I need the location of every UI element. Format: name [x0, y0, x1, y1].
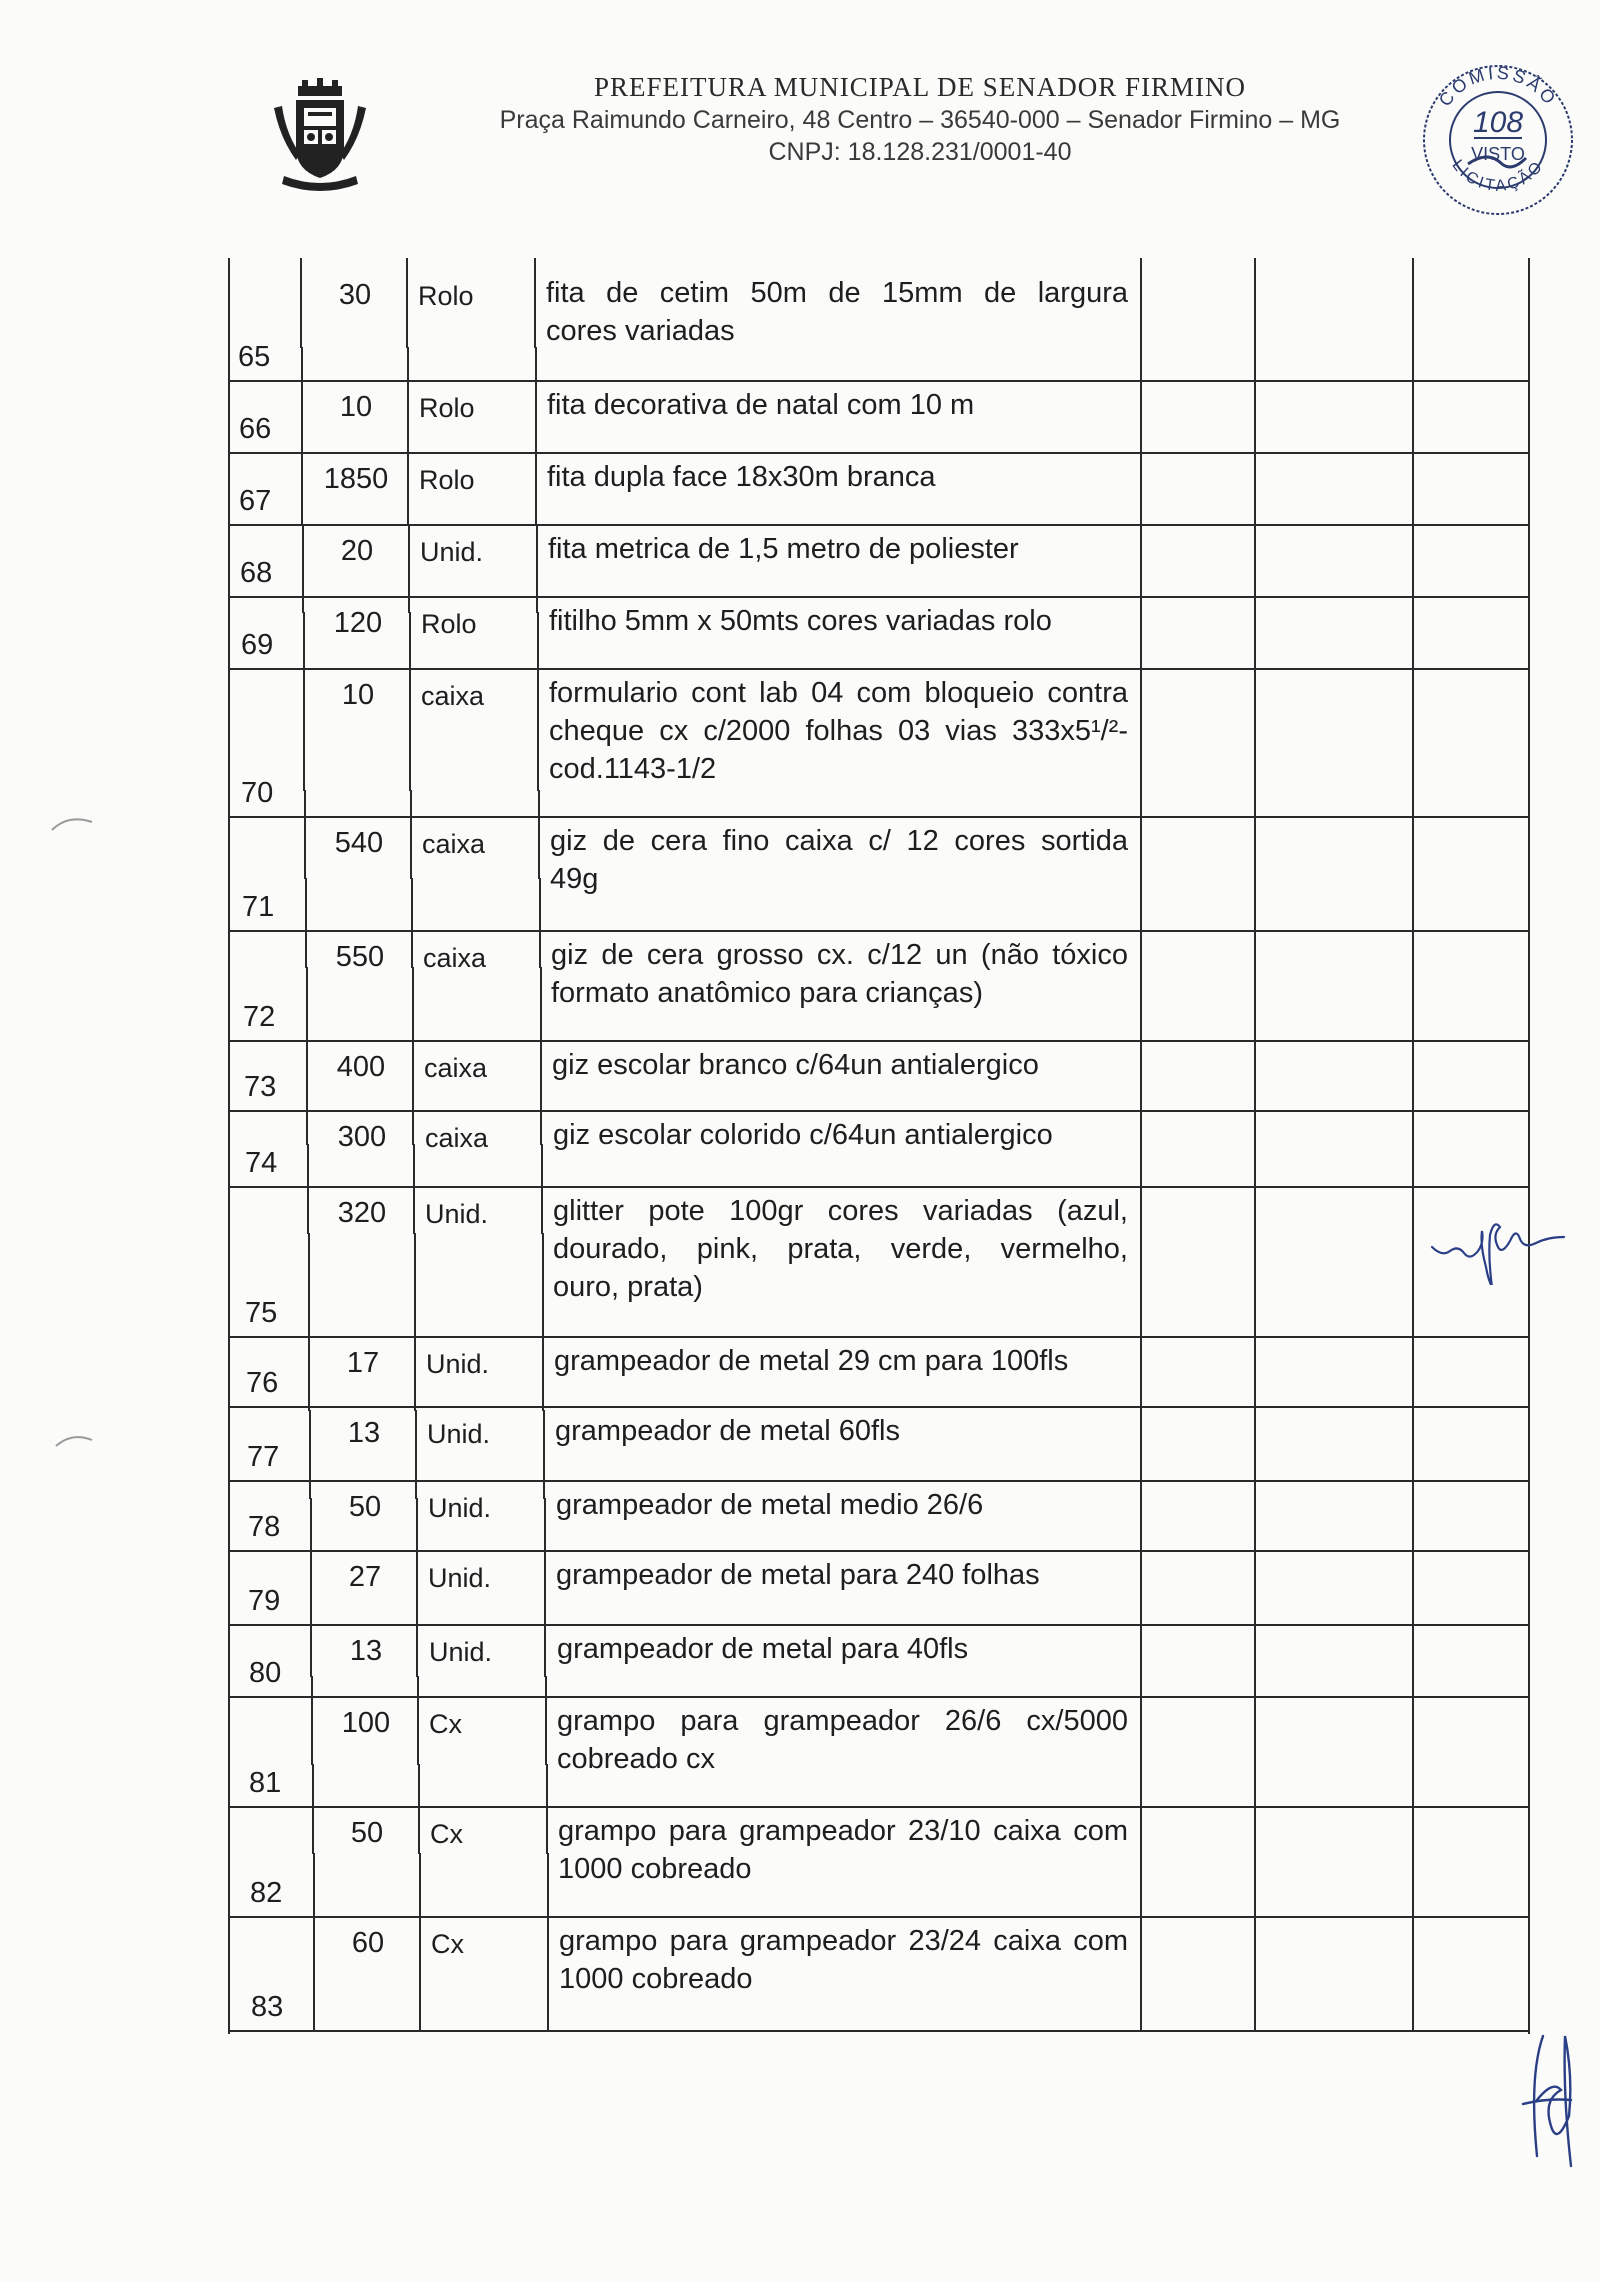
item-description [557, 1702, 1128, 1778]
item-number: 76 [246, 1367, 279, 1399]
table-row-divider [228, 1916, 1530, 1918]
table-column-divider [546, 1764, 548, 1854]
table-column-divider [1412, 435, 1414, 525]
table-column-divider [1254, 1498, 1256, 1588]
item-quantity: 30 [338, 279, 372, 311]
item-quantity: 400 [336, 1051, 386, 1083]
table-column-divider [406, 258, 408, 348]
item-quantity: 540 [334, 827, 384, 859]
stamp-visto: VISTO [1471, 144, 1525, 164]
item-description [548, 530, 1128, 568]
table-column-divider [1254, 435, 1256, 525]
item-unit: Rolo [419, 465, 475, 495]
item-description-line: 49g [550, 863, 599, 895]
item-description [551, 936, 1128, 1012]
table-column-divider [414, 1321, 416, 1411]
table-column-divider [301, 347, 303, 437]
item-description-line: grampeador de metal 29 cm para 100fls [554, 1345, 1069, 1377]
table-column-divider [1412, 1676, 1414, 1766]
table-column-divider [543, 1410, 545, 1500]
item-description-line: 1000 cobreado [558, 1853, 752, 1885]
item-unit: Unid. [427, 1419, 491, 1449]
table-column-divider [310, 1498, 312, 1588]
initials-icon [1515, 2030, 1585, 2180]
item-unit: Unid. [428, 1563, 492, 1593]
item-unit: Unid. [428, 1493, 492, 1523]
item-description [554, 1342, 1128, 1380]
table-column-divider [1140, 1941, 1142, 2031]
table-column-divider [407, 435, 409, 525]
org-cnpj: CNPJ: 18.128.231/0001-40 [768, 138, 1072, 166]
item-unit: caixa [421, 681, 485, 711]
table-column-divider [308, 1321, 310, 1411]
table-column-divider [1412, 1144, 1414, 1234]
item-number: 75 [245, 1297, 278, 1329]
table-column-divider [1140, 1764, 1142, 1854]
item-description-line: fita metrica de 1,5 metro de poliester [548, 533, 1019, 565]
item-description [549, 674, 1128, 788]
table-column-divider [409, 612, 411, 702]
item-description [553, 1192, 1128, 1306]
table-column-divider [1140, 701, 1142, 791]
table-column-divider [419, 1853, 421, 1943]
table-column-divider [1140, 1321, 1142, 1411]
item-unit: caixa [424, 1053, 488, 1083]
table-column-divider [307, 1144, 309, 1234]
table-column-divider [1254, 1055, 1256, 1145]
item-number: 78 [248, 1511, 281, 1543]
table-column-divider [1412, 1941, 1414, 2031]
item-description-line: grampo para grampeador 23/10 caixa com [558, 1815, 1128, 1847]
table-column-divider [1412, 1498, 1414, 1588]
table-column-divider [1412, 1853, 1414, 1943]
table-column-divider [1140, 1498, 1142, 1588]
item-quantity: 550 [335, 941, 385, 973]
item-description-line: dourado, pink, prata, verde, vermelho, [553, 1233, 1128, 1265]
item-description-line: grampo para grampeador 26/6 cx/5000 [557, 1705, 1128, 1737]
item-number: 69 [241, 629, 274, 661]
item-description-line: cod.1143-1/2 [549, 753, 717, 785]
table-column-divider [1254, 1321, 1256, 1411]
table-column-divider [412, 967, 414, 1057]
table-row-divider [228, 1624, 1530, 1626]
table-column-divider [1412, 1764, 1414, 1854]
item-description [547, 386, 1128, 424]
table-column-divider [536, 524, 538, 614]
item-quantity: 10 [341, 679, 375, 711]
table-column-divider [1140, 1676, 1142, 1766]
table-column-divider [1140, 967, 1142, 1057]
item-quantity: 1850 [323, 463, 389, 495]
table-column-divider [1140, 1853, 1142, 1943]
table-column-divider [410, 790, 412, 880]
item-number: 65 [238, 341, 271, 373]
item-number: 72 [243, 1001, 276, 1033]
table-column-divider [416, 1498, 418, 1588]
item-quantity: 20 [340, 535, 374, 567]
table-column-divider [1412, 347, 1414, 437]
table-row-divider [228, 1110, 1530, 1112]
table-column-divider [1254, 1587, 1256, 1677]
item-unit: Cx [431, 1929, 464, 1959]
item-quantity: 60 [351, 1927, 385, 1959]
table-column-divider [547, 1941, 549, 2031]
table-column-divider [1254, 1144, 1256, 1234]
item-quantity: 100 [341, 1707, 391, 1739]
item-description [553, 1116, 1128, 1154]
table-column-divider [1254, 701, 1256, 791]
table-column-divider [308, 1233, 310, 1323]
item-description [556, 1556, 1128, 1594]
table-column-divider [1254, 878, 1256, 968]
item-number: 68 [240, 557, 273, 589]
table-column-divider [301, 435, 303, 525]
table-column-divider [535, 435, 537, 525]
table-column-divider [1140, 1587, 1142, 1677]
table-column-divider [312, 1764, 314, 1854]
table-column-divider [309, 1410, 311, 1500]
table-row-divider [228, 1550, 1530, 1552]
table-column-divider [537, 612, 539, 702]
table-column-divider [544, 1587, 546, 1677]
table-column-divider [1412, 524, 1414, 614]
item-description [547, 458, 1128, 496]
item-description [557, 1630, 1128, 1668]
table-column-divider [547, 1853, 549, 1943]
table-column-divider [418, 1764, 420, 1854]
table-column-divider [313, 1853, 315, 1943]
table-column-divider [412, 1055, 414, 1145]
item-description-line: cobreado cx [557, 1743, 715, 1775]
table-column-divider [310, 1587, 312, 1677]
item-unit: Cx [429, 1709, 462, 1739]
table-column-divider [1254, 1764, 1256, 1854]
stamp-number: 108 [1472, 106, 1524, 139]
item-description-line: fita de cetim 50m de 15mm de largura [546, 277, 1128, 309]
item-number: 79 [248, 1585, 281, 1617]
table-column-divider [303, 612, 305, 702]
table-column-divider [306, 1055, 308, 1145]
table-row-divider [228, 1336, 1530, 1338]
table-column-divider [1140, 612, 1142, 702]
table-column-divider [1254, 612, 1256, 702]
item-description-line: formato anatômico para crianças) [551, 977, 983, 1009]
table-column-divider [302, 524, 304, 614]
table-column-divider [1254, 1676, 1256, 1766]
item-quantity: 17 [346, 1347, 380, 1379]
table-column-divider [542, 1233, 544, 1323]
item-description-line: grampo para grampeador 23/24 caixa com [559, 1925, 1128, 1957]
table-row-divider [228, 1806, 1530, 1808]
table-column-divider [538, 790, 540, 880]
item-number: 74 [245, 1147, 278, 1179]
table-row-divider [228, 668, 1530, 670]
item-description-line: glitter pote 100gr cores variadas (azul, [553, 1195, 1128, 1227]
table-column-divider [1140, 1233, 1142, 1323]
table-column-divider [407, 347, 409, 437]
table-row-divider [228, 1406, 1530, 1408]
table-column-divider [1412, 967, 1414, 1057]
item-number: 67 [239, 485, 272, 517]
item-description-line: ouro, prata) [553, 1271, 703, 1303]
item-quantity: 13 [347, 1417, 381, 1449]
table-column-divider [1412, 1587, 1414, 1677]
item-unit: Unid. [429, 1637, 493, 1667]
item-description [555, 1412, 1128, 1450]
item-description-line: grampeador de metal para 240 folhas [556, 1559, 1040, 1591]
table-column-divider [1412, 612, 1414, 702]
table-column-divider [411, 878, 413, 968]
table-column-divider [414, 1233, 416, 1323]
table-column-divider [303, 701, 305, 791]
item-unit: Unid. [420, 537, 484, 567]
table-column-divider [409, 701, 411, 791]
item-description [549, 602, 1128, 640]
table-column-divider [542, 1321, 544, 1411]
item-description-line: giz de cera fino caixa c/ 12 cores sortida [550, 825, 1128, 857]
table-column-divider [1254, 1941, 1256, 2031]
item-quantity: 27 [348, 1561, 382, 1593]
stamp-top-text: COMISSÃO [1434, 62, 1562, 111]
table-column-divider [1412, 1321, 1414, 1411]
table-row-divider [228, 524, 1530, 526]
table-column-divider [1140, 347, 1142, 437]
table-column-divider [1254, 790, 1256, 880]
table-column-divider [1412, 1233, 1414, 1323]
item-quantity: 13 [349, 1635, 383, 1667]
table-column-divider [545, 1676, 547, 1766]
item-number: 70 [241, 777, 274, 809]
item-description [556, 1486, 1128, 1524]
item-description-line: fita decorativa de natal com 10 m [547, 389, 975, 421]
item-number: 80 [249, 1657, 282, 1689]
item-unit: caixa [425, 1123, 489, 1153]
table-row-divider [228, 596, 1530, 598]
item-unit: Unid. [425, 1199, 489, 1229]
table-column-divider [417, 1676, 419, 1766]
item-description [550, 822, 1128, 898]
table-column-divider [539, 878, 541, 968]
table-column-divider [1412, 1055, 1414, 1145]
item-description [546, 274, 1128, 350]
item-unit: Rolo [418, 281, 474, 311]
item-quantity: 120 [333, 607, 383, 639]
item-unit: caixa [423, 943, 487, 973]
table-column-divider [1254, 967, 1256, 1057]
item-description-line: fitilho 5mm x 50mts cores variadas rolo [549, 605, 1052, 637]
item-number: 82 [250, 1877, 283, 1909]
table-column-divider [535, 347, 537, 437]
item-quantity: 10 [339, 391, 373, 423]
item-description-line: formulario cont lab 04 com bloqueio contra [549, 677, 1128, 709]
item-quantity: 50 [348, 1491, 382, 1523]
org-name: PREFEITURA MUNICIPAL DE SENADOR FIRMINO [593, 72, 1247, 102]
item-quantity: 50 [350, 1817, 384, 1849]
table-column-divider [413, 1144, 415, 1234]
stamp-bottom-text: LICITAÇÃO [1448, 156, 1548, 195]
item-number: 66 [239, 413, 272, 445]
table-column-divider [1140, 258, 1142, 348]
item-description [552, 1046, 1128, 1084]
table-column-divider [1140, 1055, 1142, 1145]
item-number: 71 [242, 891, 275, 923]
table-column-divider [534, 258, 536, 348]
table-column-divider [416, 1587, 418, 1677]
table-row-divider [228, 380, 1530, 382]
table-column-divider [313, 1941, 315, 2031]
table-column-divider [1254, 347, 1256, 437]
table-column-divider [1140, 1410, 1142, 1500]
scan-mark-icon [48, 808, 98, 834]
table-column-divider [1412, 701, 1414, 791]
item-unit: Unid. [426, 1349, 490, 1379]
item-description [559, 1922, 1128, 1998]
table-row-divider [228, 816, 1530, 818]
table-row-divider [228, 1186, 1530, 1188]
table-row-divider [228, 1040, 1530, 1042]
item-description-line: giz de cera grosso cx. c/12 un (não tóxico [551, 939, 1128, 971]
table-row-divider [228, 1696, 1530, 1698]
item-unit: caixa [422, 829, 486, 859]
table-row-divider [228, 452, 1530, 454]
table-column-divider [1140, 435, 1142, 525]
table-column-divider [1140, 878, 1142, 968]
item-description-line: cheque cx c/2000 folhas 03 vias 333x5¹/²- [549, 715, 1128, 747]
table-column-divider [1254, 1233, 1256, 1323]
table-column-divider [419, 1941, 421, 2031]
table-column-divider [1412, 258, 1414, 348]
signature-icon [1430, 1195, 1590, 1285]
table-column-divider [1140, 1144, 1142, 1234]
table-column-divider [304, 790, 306, 880]
table-column-divider [415, 1410, 417, 1500]
table-column-divider [1140, 790, 1142, 880]
table-column-divider [1412, 790, 1414, 880]
table-column-divider [540, 967, 542, 1057]
table-column-divider [311, 1676, 313, 1766]
table-column-divider [408, 524, 410, 614]
item-number: 83 [251, 1991, 284, 2023]
table-border-bottom [228, 2030, 1530, 2032]
table-column-divider [1140, 524, 1142, 614]
item-unit: Rolo [421, 609, 477, 639]
item-description-line: grampeador de metal medio 26/6 [556, 1489, 984, 1521]
table-row-divider [228, 930, 1530, 932]
item-description-line: fita dupla face 18x30m branca [547, 461, 936, 493]
item-description [558, 1812, 1128, 1888]
table-column-divider [1254, 1410, 1256, 1500]
item-number: 73 [244, 1071, 277, 1103]
item-description-line: giz escolar colorido c/64un antialergico [553, 1119, 1053, 1151]
table-row-divider [228, 1480, 1530, 1482]
item-number: 77 [247, 1441, 280, 1473]
table-column-divider [1412, 1410, 1414, 1500]
table-column-divider [1254, 258, 1256, 348]
table-column-divider [1254, 1853, 1256, 1943]
item-description-line: grampeador de metal 60fls [555, 1415, 900, 1447]
table-column-divider [305, 878, 307, 968]
table-column-divider [544, 1498, 546, 1588]
scan-mark-icon [52, 1428, 98, 1450]
table-column-divider [1254, 524, 1256, 614]
item-description-line: cores variadas [546, 315, 735, 347]
table-column-divider [540, 1055, 542, 1145]
org-address: Praça Raimundo Carneiro, 48 Centro – 36540-000 – Senador Firmino – MG [499, 106, 1341, 134]
table-column-divider [306, 967, 308, 1057]
table-column-divider [1412, 878, 1414, 968]
item-description-line: giz escolar branco c/64un antialergico [552, 1049, 1039, 1081]
item-quantity: 320 [337, 1197, 387, 1229]
item-description-line: grampeador de metal para 40fls [557, 1633, 969, 1665]
item-quantity: 300 [337, 1121, 387, 1153]
item-number: 81 [249, 1767, 282, 1799]
table-column-divider [537, 701, 539, 791]
table-column-divider [300, 258, 302, 348]
item-description-line: 1000 cobreado [559, 1963, 753, 1995]
item-unit: Rolo [419, 393, 475, 423]
item-unit: Cx [430, 1819, 463, 1849]
table-column-divider [541, 1144, 543, 1234]
